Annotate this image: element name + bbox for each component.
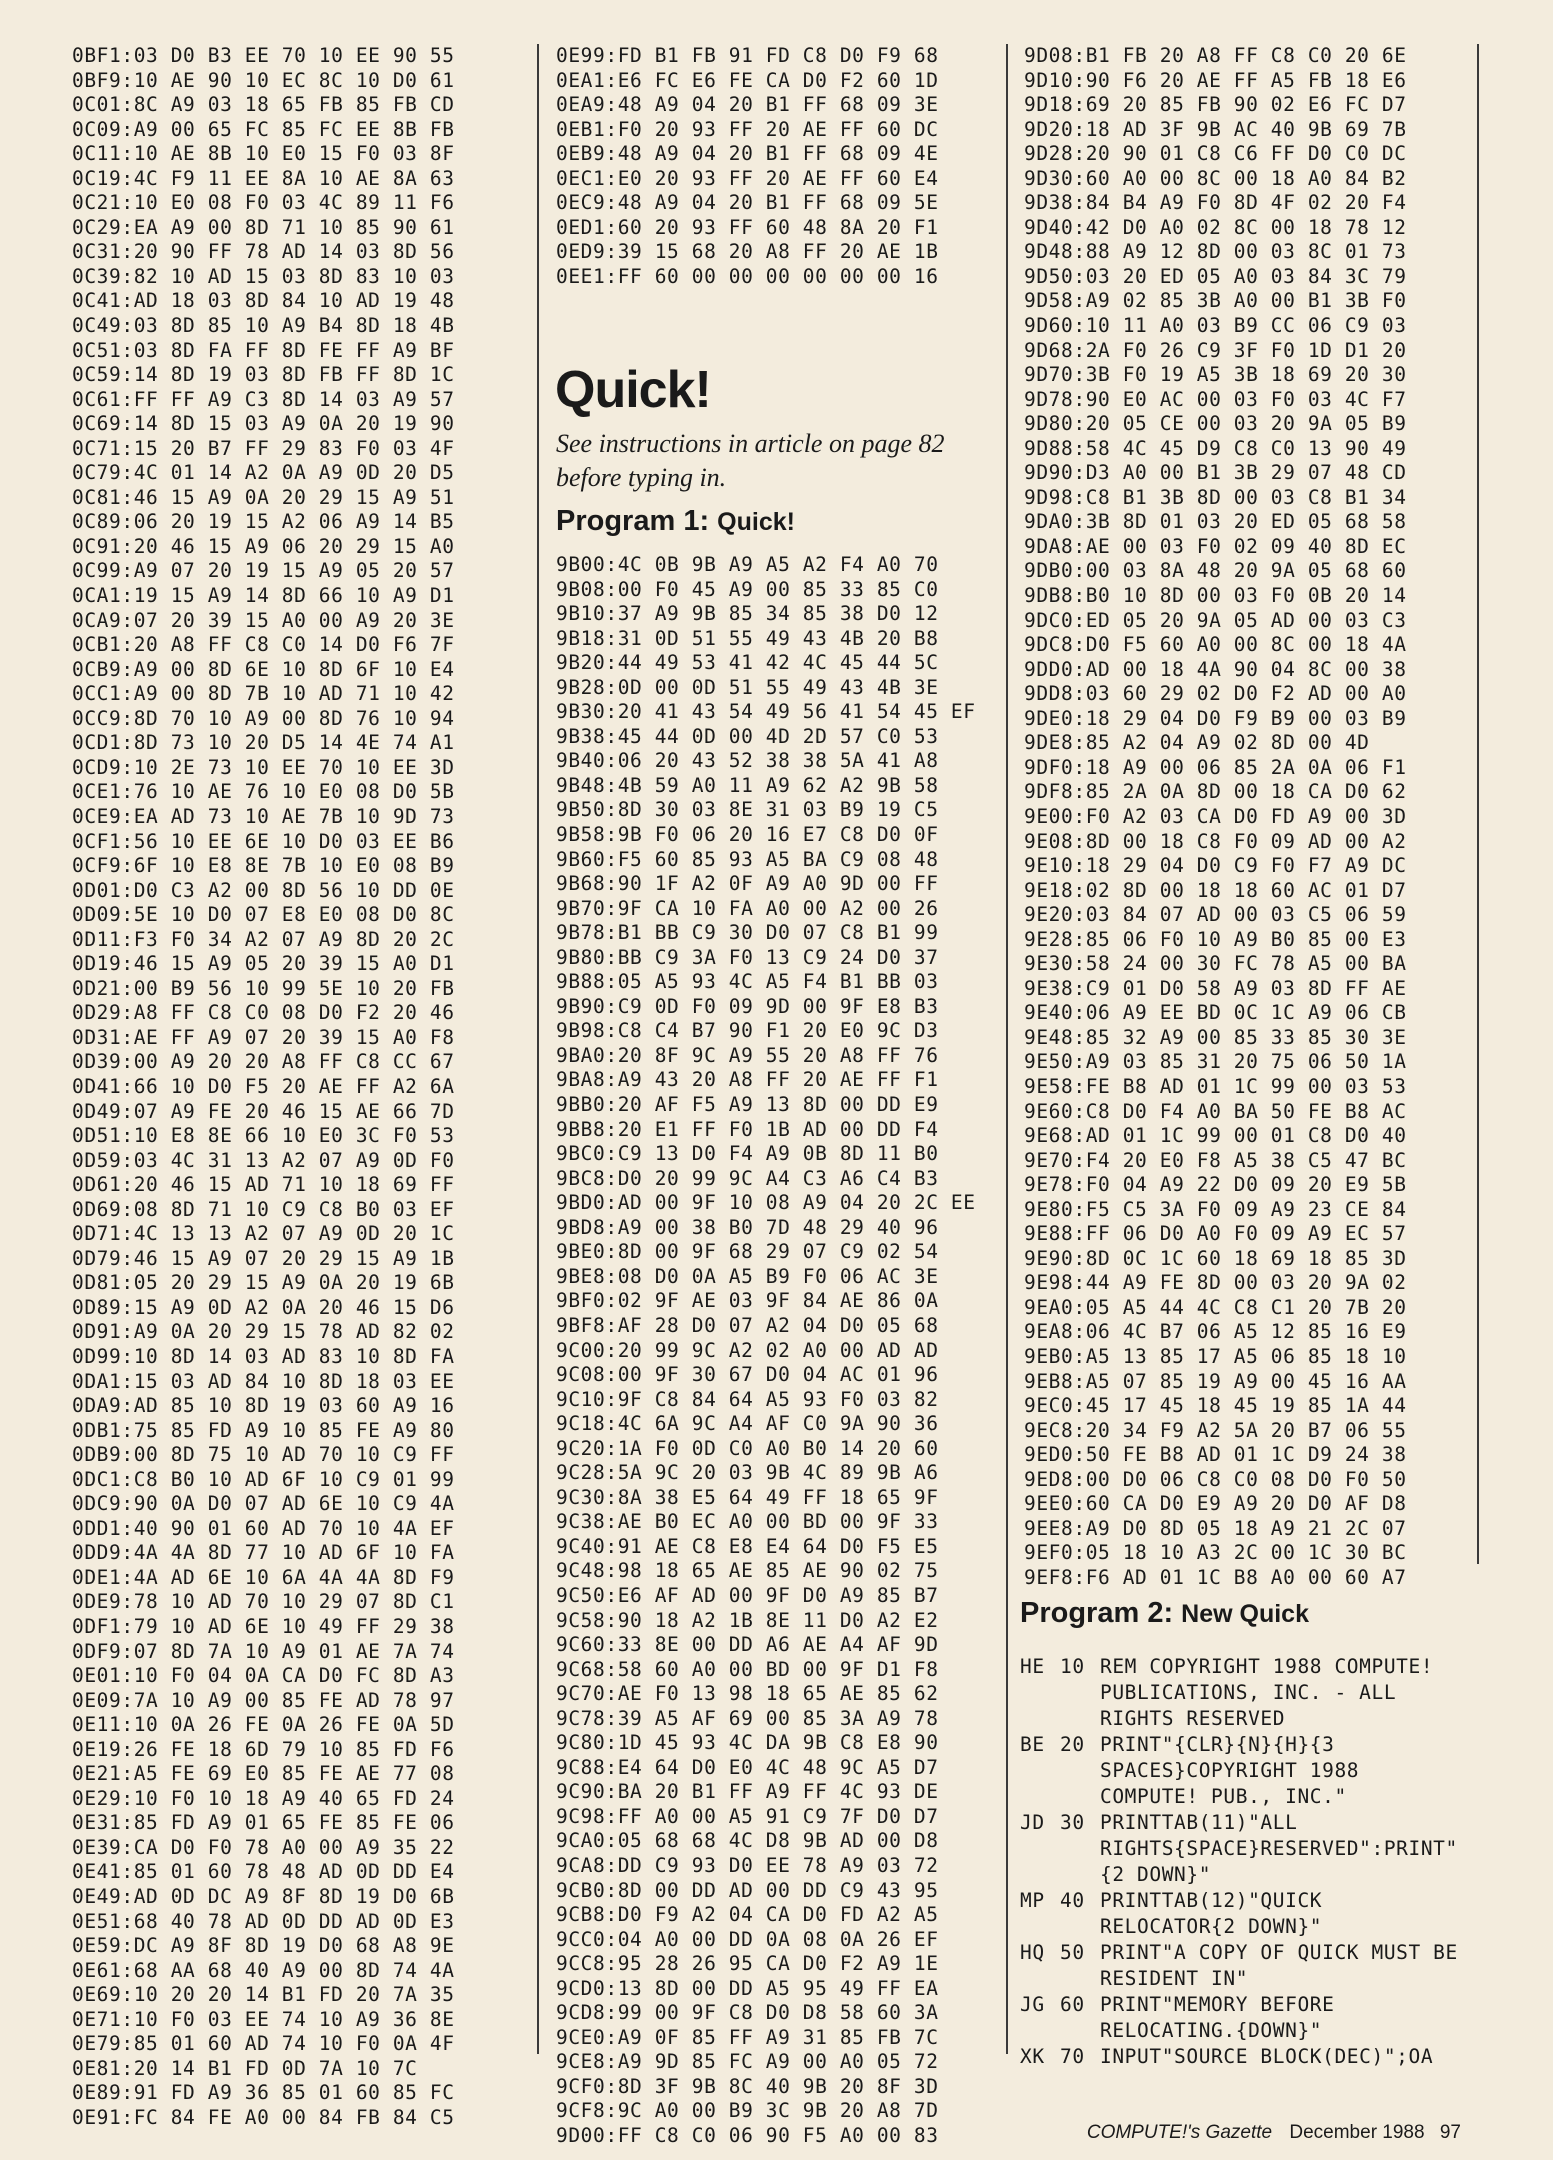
line-number: 10 [1060,1655,1085,1678]
hex-dump-line: 9D20:18 AD 3F 9B AC 40 9B 69 7B [1024,117,1407,141]
hex-dump-line: 0BF1:03 D0 B3 EE 70 10 EE 90 55 [72,44,455,67]
hex-dump-line: 9CB0:8D 00 DD AD 00 DD C9 43 95 [556,1878,939,1902]
hex-dump-line: 9EA8:06 4C B7 06 A5 12 85 16 E9 [1024,1320,1407,1344]
hex-dump-line: 0D01:D0 C3 A2 00 8D 56 10 DD 0E [72,878,455,902]
hex-dump-line: 0E61:68 AA 68 40 A9 00 8D 74 4A [72,1958,455,1982]
hex-dump-line: 9CB8:D0 F9 A2 04 CA D0 FD A2 A5 [556,1903,939,1927]
checksum-code: JG [1020,1993,1045,2016]
hex-dump-line: 9D30:60 A0 00 8C 00 18 A0 84 B2 [1024,166,1407,190]
hex-dump-line: 9B60:F5 60 85 93 A5 BA C9 08 48 [556,847,939,871]
hex-dump-line: 0C09:A9 00 65 FC 85 FC EE 8B FB [72,117,455,141]
hex-dump-line: 9BB0:20 AF F5 A9 13 8D 00 DD E9 [556,1093,939,1117]
hex-dump-line: 9EA0:05 A5 44 4C C8 C1 20 7B 20 [1024,1295,1407,1319]
hex-dump-line: 9BE8:08 D0 0A A5 B9 F0 06 AC 3E [556,1264,939,1288]
hex-dump-line: 0E89:91 FD A9 36 85 01 60 85 FC [72,2081,455,2105]
hex-dump-line: 0DB1:75 85 FD A9 10 85 FE A9 80 [72,1418,455,1442]
hex-dump-line: 9C18:4C 6A 9C A4 AF C0 9A 90 36 [556,1412,939,1436]
hex-dump-line: 9BB8:20 E1 FF F0 1B AD 00 DD F4 [556,1117,939,1141]
hex-dump-line: 9ED0:50 FE B8 AD 01 1C D9 24 38 [1024,1443,1407,1467]
hex-dump-line: 0C59:14 8D 19 03 8D FB FF 8D 1C [72,363,455,387]
hex-dump-line: 9C48:98 18 65 AE 85 AE 90 02 75 [556,1559,939,1583]
hex-dump-line: 9CE8:A9 9D 85 FC A9 00 A0 05 72 [556,2050,939,2074]
program-1-label: Program 1: [556,505,710,537]
hex-dump-line: 0C29:EA A9 00 8D 71 10 85 90 61 [72,215,455,239]
hex-dump-line: 0DD1:40 90 01 60 AD 70 10 4A EF [72,1516,455,1540]
hex-dump-line: 9E00:F0 A2 03 CA D0 FD A9 00 3D [1024,804,1407,828]
hex-dump-line: 9B68:90 1F A2 0F A9 A0 9D 00 FF [556,872,939,896]
article-title: Quick! [555,361,711,419]
article-subtitle: See instructions in article on page 82 before typing in. [556,429,945,492]
hex-dump-line: 9C68:58 60 A0 00 BD 00 9F D1 F8 [556,1657,939,1681]
hex-dump-line: 0C81:46 15 A9 0A 20 29 15 A9 51 [72,485,455,509]
hex-dump-line: 0E49:AD 0D DC A9 8F 8D 19 D0 6B [72,1885,455,1909]
line-number: 40 [1060,1889,1085,1912]
hex-dump-line: 9B30:20 41 43 54 49 56 41 54 45 EF [556,700,976,724]
hex-dump-line: 0C39:82 10 AD 15 03 8D 83 10 03 [72,264,455,288]
hex-dump-line: 0EC9:48 A9 04 20 B1 FF 68 09 5E [556,191,939,215]
hex-dump-line: 0D79:46 15 A9 07 20 29 15 A9 1B [72,1246,455,1270]
hex-dump-line: 9D08:B1 FB 20 A8 FF C8 C0 20 6E [1024,44,1407,67]
basic-statement: PRINT"MEMORY BEFORE RELOCATING.{DOWN}" [1100,1993,1347,2042]
hex-dump-line: 9BC0:C9 13 D0 F4 A9 0B 8D 11 B0 [556,1142,939,1166]
hex-dump-line: 0CC1:A9 00 8D 7B 10 AD 71 10 42 [72,682,455,706]
hex-dump-line: 9DC0:ED 05 20 9A 05 AD 00 03 C3 [1024,608,1407,632]
hex-dump-line: 9C10:9F C8 84 64 A5 93 F0 03 82 [556,1387,939,1411]
hex-dump-line: 0E69:10 20 20 14 B1 FD 20 7A 35 [72,1983,455,2007]
hex-dump-line: 9BA0:20 8F 9C A9 55 20 A8 FF 76 [556,1043,939,1067]
hex-dump-line: 0CA1:19 15 A9 14 8D 66 10 A9 D1 [72,584,455,608]
hex-dump-line: 0D51:10 E8 8E 66 10 E0 3C F0 53 [72,1124,455,1148]
hex-dump-line: 0E29:10 F0 10 18 A9 40 65 FD 24 [72,1786,455,1810]
hex-dump-line: 0D29:A8 FF C8 C0 08 D0 F2 20 46 [72,1001,455,1025]
hex-dump-line: 0D19:46 15 A9 05 20 39 15 A0 D1 [72,952,455,976]
hex-dump-line: 0C91:20 46 15 A9 06 20 29 15 A0 [72,534,455,558]
basic-line [1020,1810,1470,1888]
line-number: 70 [1060,2045,1085,2068]
hex-dump-line: 9EB0:A5 13 85 17 A5 06 85 18 10 [1024,1344,1407,1368]
hex-dump-line: 0C31:20 90 FF 78 AD 14 03 8D 56 [72,240,455,264]
checksum-code: XK [1020,2045,1045,2068]
hex-dump-line: 0E31:85 FD A9 01 65 FE 85 FE 06 [72,1811,455,1835]
hex-dump-line: 9DC8:D0 F5 60 A0 00 8C 00 18 4A [1024,633,1407,657]
hex-dump-line: 0CF9:6F 10 E8 8E 7B 10 E0 08 B9 [72,854,455,878]
hex-dump-line: 0C79:4C 01 14 A2 0A A9 0D 20 D5 [72,461,455,485]
hex-dump-line: 0CE9:EA AD 73 10 AE 7B 10 9D 73 [72,804,455,828]
hex-dump-line: 9EE0:60 CA D0 E9 A9 20 D0 AF D8 [1024,1492,1407,1516]
hex-dump-line: 9C78:39 A5 AF 69 00 85 3A A9 78 [556,1706,939,1730]
hex-dump-line: 0D21:00 B9 56 10 99 5E 10 20 FB [72,976,455,1000]
hex-dump-line: 9C40:91 AE C8 E8 E4 64 D0 F5 E5 [556,1534,939,1558]
checksum-code: BE [1020,1733,1045,1756]
hex-dump-line: 0DA9:AD 85 10 8D 19 03 60 A9 16 [72,1394,455,1418]
hex-dump-line: 9B38:45 44 0D 00 4D 2D 57 C0 53 [556,724,939,748]
hex-dump-line: 9E38:C9 01 D0 58 A9 03 8D FF AE [1024,976,1407,1000]
column-divider-3 [1477,44,1479,1564]
program-2-label: Program 2: [1020,1597,1174,1629]
hex-dump-line: 0C99:A9 07 20 19 15 A9 05 20 57 [72,559,455,583]
hex-dump-line: 9CD0:13 8D 00 DD A5 95 49 FF EA [556,1976,939,2000]
hex-dump-line: 0D59:03 4C 31 13 A2 07 A9 0D F0 [72,1148,455,1172]
hex-dump-line: 0E79:85 01 60 AD 74 10 F0 0A 4F [72,2032,455,2056]
hex-dump-line: 9DF8:85 2A 0A 8D 00 18 CA D0 62 [1024,780,1407,804]
hex-dump-line: 9B10:37 A9 9B 85 34 85 38 D0 12 [556,602,939,626]
hex-dump-line: 9B08:00 F0 45 A9 00 85 33 85 C0 [556,577,939,601]
program-1-heading [556,505,795,538]
hex-dump-line: 9B28:0D 00 0D 51 55 49 43 4B 3E [556,675,939,699]
hex-dump-line: 9D80:20 05 CE 00 03 20 9A 05 B9 [1024,412,1407,436]
column-divider-2 [1006,44,1008,2054]
hex-dump-line: 9BD0:AD 00 9F 10 08 A9 04 20 2C EE [556,1191,976,1215]
basic-statement: PRINT"{CLR}{N}{H}{3 SPACES}COPYRIGHT 1988 COMPUTE! PUB., INC." [1100,1733,1372,1808]
hex-dump-line: 9C90:BA 20 B1 FF A9 FF 4C 93 DE [556,1780,939,1804]
column-divider-1 [537,44,539,2054]
hex-dump-line: 0D61:20 46 15 AD 71 10 18 69 FF [72,1173,455,1197]
hex-dump-line: 0C11:10 AE 8B 10 E0 15 F0 03 8F [72,142,455,166]
hex-dump-line: 9B58:9B F0 06 20 16 E7 C8 D0 0F [556,823,939,847]
hex-dump-line: 0D09:5E 10 D0 07 E8 E0 08 D0 8C [72,903,455,927]
hex-dump-line: 9DA0:3B 8D 01 03 20 ED 05 68 58 [1024,510,1407,534]
hex-dump-line: 9C80:1D 45 93 4C DA 9B C8 E8 90 [556,1731,939,1755]
hex-dump-line: 9C98:FF A0 00 A5 91 C9 7F D0 D7 [556,1804,939,1828]
hex-dump-line: 0DE1:4A AD 6E 10 6A 4A 4A 8D F9 [72,1565,455,1589]
hex-dump-line: 0C01:8C A9 03 18 65 FB 85 FB CD [72,93,455,117]
hex-dump-line: 9C28:5A 9C 20 03 9B 4C 89 9B A6 [556,1461,939,1485]
hex-dump-line: 0CE1:76 10 AE 76 10 E0 08 D0 5B [72,780,455,804]
hex-dump-line: 9E80:F5 C5 3A F0 09 A9 23 CE 84 [1024,1197,1407,1221]
hex-dump-line: 9D48:88 A9 12 8D 00 03 8C 01 73 [1024,240,1407,264]
hex-dump-line: 9D00:FF C8 C0 06 90 F5 A0 00 83 [556,2124,939,2147]
checksum-code: HQ [1020,1941,1045,1964]
hex-dump-line: 9D68:2A F0 26 C9 3F F0 1D D1 20 [1024,338,1407,362]
hex-dump-line: 9EB8:A5 07 85 19 A9 00 45 16 AA [1024,1369,1407,1393]
hex-dump-line: 9C58:90 18 A2 1B 8E 11 D0 A2 E2 [556,1608,939,1632]
hex-dump-line: 9C00:20 99 9C A2 02 A0 00 AD AD [556,1338,939,1362]
hex-dump-line: 0C89:06 20 19 15 A2 06 A9 14 B5 [72,510,455,534]
hex-dump-line: 9C70:AE F0 13 98 18 65 AE 85 62 [556,1682,939,1706]
hex-dump-line: 9C60:33 8E 00 DD A6 AE A4 AF 9D [556,1633,939,1657]
hex-dump-line: 0C61:FF FF A9 C3 8D 14 03 A9 57 [72,387,455,411]
hex-dump-line: 9EC0:45 17 45 18 45 19 85 1A 44 [1024,1394,1407,1418]
hex-dump-line: 9B50:8D 30 03 8E 31 03 B9 19 C5 [556,798,939,822]
hex-dump-line: 9D88:58 4C 45 D9 C8 C0 13 90 49 [1024,436,1407,460]
hex-dump-line: 9B70:9F CA 10 FA A0 00 A2 00 26 [556,896,939,920]
hex-dump-line: 0D31:AE FF A9 07 20 39 15 A0 F8 [72,1025,455,1049]
hex-dump-line: 9B88:05 A5 93 4C A5 F4 B1 BB 03 [556,970,939,994]
hex-dump-line: 9DE8:85 A2 04 A9 02 8D 00 4D [1024,731,1370,755]
hex-dump-line: 9B98:C8 C4 B7 90 F1 20 E0 9C D3 [556,1019,939,1043]
hex-dump-line: 9EF0:05 18 10 A3 2C 00 1C 30 BC [1024,1541,1407,1565]
hex-dump-line: 9E28:85 06 F0 10 A9 B0 85 00 E3 [1024,927,1407,951]
line-number: 30 [1060,1811,1085,1834]
program-2-heading [1020,1597,1309,1630]
hex-dump-line: 0E81:20 14 B1 FD 0D 7A 10 7C [72,2056,418,2080]
hex-dump-line: 9EF8:F6 AD 01 1C B8 A0 00 60 A7 [1024,1565,1407,1589]
hex-dump-line: 0E41:85 01 60 78 48 AD 0D DD E4 [72,1860,455,1884]
hex-dump-line: 9D38:84 B4 A9 F0 8D 4F 02 20 F4 [1024,191,1407,215]
hex-dump-line: 9D60:10 11 A0 03 B9 CC 06 C9 03 [1024,314,1407,338]
hex-dump-line: 9D10:90 F6 20 AE FF A5 FB 18 E6 [1024,68,1407,92]
hex-dump-line: 9DB0:00 03 8A 48 20 9A 05 68 60 [1024,559,1407,583]
hex-dump-line: 0ED9:39 15 68 20 A8 FF 20 AE 1B [556,240,939,264]
hex-dump-line: 9D70:3B F0 19 A5 3B 18 69 20 30 [1024,363,1407,387]
hex-dump-line: 9E40:06 A9 EE BD 0C 1C A9 06 CB [1024,1001,1407,1025]
hex-dump-line: 9C08:00 9F 30 67 D0 04 AC 01 96 [556,1363,939,1387]
hex-dump-line: 9CD8:99 00 9F C8 D0 D8 58 60 3A [556,2001,939,2025]
basic-line [1020,1992,1470,2044]
hex-dump-line: 0D41:66 10 D0 F5 20 AE FF A2 6A [72,1074,455,1098]
hex-dump-line: 9B18:31 0D 51 55 49 43 4B 20 B8 [556,626,939,650]
hex-dump-line: 9DF0:18 A9 00 06 85 2A 0A 06 F1 [1024,755,1407,779]
basic-statement: REM COPYRIGHT 1988 COMPUTE! PUBLICATIONS, INC. - ALL RIGHTS RESERVED [1100,1655,1446,1730]
hex-dump-line: 0DA1:15 03 AD 84 10 8D 18 03 EE [72,1369,455,1393]
hex-dump-line: 9CF0:8D 3F 9B 8C 40 9B 20 8F 3D [556,2074,939,2098]
hex-dump-line: 9B00:4C 0B 9B A9 A5 A2 F4 A0 70 [556,553,939,576]
hex-dump-line: 0E71:10 F0 03 EE 74 10 A9 36 8E [72,2007,455,2031]
hex-dump-line: 9CC8:95 28 26 95 CA D0 F2 A9 1E [556,1952,939,1976]
hex-dump-line: 9B90:C9 0D F0 09 9D 00 9F E8 B3 [556,994,939,1018]
hex-dump-line: 0CD1:8D 73 10 20 D5 14 4E 74 A1 [72,731,455,755]
hex-dump-line: 9D28:20 90 01 C8 C6 FF D0 C0 DC [1024,142,1407,166]
hex-dump-line: 0DD9:4A 4A 8D 77 10 AD 6F 10 FA [72,1541,455,1565]
basic-line [1020,1732,1470,1810]
hex-dump-line: 9C30:8A 38 E5 64 49 FF 18 65 9F [556,1485,939,1509]
hex-dump-line: 0EE1:FF 60 00 00 00 00 00 00 16 [556,264,939,288]
hex-dump-line: 9C50:E6 AF AD 00 9F D0 A9 85 B7 [556,1583,939,1607]
basic-statement: PRINT"A COPY OF QUICK MUST BE RESIDENT IN" [1100,1941,1471,1990]
hex-dump-line: 0D91:A9 0A 20 29 15 78 AD 82 02 [72,1320,455,1344]
hex-dump-line: 9E08:8D 00 18 C8 F0 09 AD 00 A2 [1024,829,1407,853]
hex-dump-line: 9B78:B1 BB C9 30 D0 07 C8 B1 99 [556,921,939,945]
hex-dump-line: 0D81:05 20 29 15 A9 0A 20 19 6B [72,1271,455,1295]
hex-dump-line: 0CC9:8D 70 10 A9 00 8D 76 10 94 [72,706,455,730]
hex-dump-line: 0EA9:48 A9 04 20 B1 FF 68 09 3E [556,93,939,117]
hex-dump-line: 9CF8:9C A0 00 B9 3C 9B 20 A8 7D [556,2099,939,2123]
basic-listing [1020,1654,1470,2070]
hex-dump-line: 0D49:07 A9 FE 20 46 15 AE 66 7D [72,1099,455,1123]
hex-dump-line: 9D90:D3 A0 00 B1 3B 29 07 48 CD [1024,461,1407,485]
hex-dump-line: 0E59:DC A9 8F 8D 19 D0 68 A8 9E [72,1934,455,1958]
hex-dump-line: 0D99:10 8D 14 03 AD 83 10 8D FA [72,1344,455,1368]
page-number: 97 [1439,2122,1461,2143]
hex-dump-line: 0D71:4C 13 13 A2 07 A9 0D 20 1C [72,1222,455,1246]
hex-dump-line: 9BF8:AF 28 D0 07 A2 04 D0 05 68 [556,1313,939,1337]
hex-dump-line: 9BC8:D0 20 99 9C A4 C3 A6 C4 B3 [556,1166,939,1190]
hex-dump-line: 9BF0:02 9F AE 03 9F 84 AE 86 0A [556,1289,939,1313]
basic-statement: PRINTTAB(12)"QUICK RELOCATOR{2 DOWN}" [1100,1889,1335,1938]
hex-dump-line: 0EB9:48 A9 04 20 B1 FF 68 09 4E [556,142,939,166]
hex-dump-line: 0D11:F3 F0 34 A2 07 A9 8D 20 2C [72,927,455,951]
hex-dump-line: 9C38:AE B0 EC A0 00 BD 00 9F 33 [556,1510,939,1534]
hex-dump-line: 0D69:08 8D 71 10 C9 C8 B0 03 EF [72,1197,455,1221]
hex-dump-line: 0E09:7A 10 A9 00 85 FE AD 78 97 [72,1688,455,1712]
hex-dump-line: 9BE0:8D 00 9F 68 29 07 C9 02 54 [556,1240,939,1264]
hex-dump-line: 0CB1:20 A8 FF C8 C0 14 D0 F6 7F [72,633,455,657]
hex-dump-line: 9CC0:04 A0 00 DD 0A 08 0A 26 EF [556,1927,939,1951]
hex-dump-line: 9E10:18 29 04 D0 C9 F0 F7 A9 DC [1024,854,1407,878]
line-number: 60 [1060,1993,1085,2016]
hex-dump-line: 0CA9:07 20 39 15 A0 00 A9 20 3E [72,608,455,632]
hex-dump-line: 9DD8:03 60 29 02 D0 F2 AD 00 A0 [1024,682,1407,706]
checksum-code: HE [1020,1655,1045,1678]
hex-dump-line: 9D98:C8 B1 3B 8D 00 03 C8 B1 34 [1024,485,1407,509]
hex-dump-line: 0E19:26 FE 18 6D 79 10 85 FD F6 [72,1737,455,1761]
hex-dump-column-1 [72,44,517,2130]
hex-dump-column-2-top [556,44,992,289]
hex-dump-line: 9CA0:05 68 68 4C D8 9B AD 00 D8 [556,1829,939,1853]
hex-dump-line: 9E90:8D 0C 1C 60 18 69 18 85 3D [1024,1246,1407,1270]
program-1-name: Quick! [717,508,795,536]
hex-dump-line: 9DE0:18 29 04 D0 F9 B9 00 03 B9 [1024,706,1407,730]
hex-dump-line: 9E88:FF 06 D0 A0 F0 09 A9 EC 57 [1024,1222,1407,1246]
hex-dump-line: 9EE8:A9 D0 8D 05 18 A9 21 2C 07 [1024,1516,1407,1540]
hex-dump-line: 0C71:15 20 B7 FF 29 83 F0 03 4F [72,436,455,460]
hex-dump-line: 0D89:15 A9 0D A2 0A 20 46 15 D6 [72,1295,455,1319]
hex-dump-line: 9D58:A9 02 85 3B A0 00 B1 3B F0 [1024,289,1407,313]
hex-dump-line: 0C51:03 8D FA FF 8D FE FF A9 BF [72,338,455,362]
basic-statement: INPUT"SOURCE BLOCK(DEC)";OA [1100,2045,1434,2068]
hex-dump-line: 0E51:68 40 78 AD 0D DD AD 0D E3 [72,1909,455,1933]
hex-dump-line: 9DA8:AE 00 03 F0 02 09 40 8D EC [1024,534,1407,558]
hex-dump-line: 0ED1:60 20 93 FF 60 48 8A 20 F1 [556,215,939,239]
hex-dump-line: 0E99:FD B1 FB 91 FD C8 D0 F9 68 [556,44,939,67]
checksum-code: MP [1020,1889,1045,1912]
line-number: 20 [1060,1733,1085,1756]
hex-dump-column-3 [1024,44,1470,1590]
hex-dump-program-1 [556,553,992,2149]
hex-dump-line: 0DC1:C8 B0 10 AD 6F 10 C9 01 99 [72,1467,455,1491]
hex-dump-line: 9C88:E4 64 D0 E0 4C 48 9C A5 D7 [556,1755,939,1779]
hex-dump-line: 9CE0:A9 0F 85 FF A9 31 85 FB 7C [556,2025,939,2049]
hex-dump-line: 9E18:02 8D 00 18 18 60 AC 01 D7 [1024,878,1407,902]
hex-dump-line: 9E78:F0 04 A9 22 D0 09 20 E9 5B [1024,1173,1407,1197]
hex-dump-line: 9D50:03 20 ED 05 A0 03 84 3C 79 [1024,264,1407,288]
hex-dump-line: 9D40:42 D0 A0 02 8C 00 18 78 12 [1024,215,1407,239]
hex-dump-line: 9DD0:AD 00 18 4A 90 04 8C 00 38 [1024,657,1407,681]
issue-date: December 1988 [1289,2122,1425,2143]
hex-dump-line: 9D18:69 20 85 FB 90 02 E6 FC D7 [1024,93,1407,117]
hex-dump-line: 0BF9:10 AE 90 10 EC 8C 10 D0 61 [72,68,455,92]
hex-dump-line: 0DF9:07 8D 7A 10 A9 01 AE 7A 74 [72,1639,455,1663]
hex-dump-line: 9B40:06 20 43 52 38 38 5A 41 A8 [556,749,939,773]
hex-dump-line: 9E20:03 84 07 AD 00 03 C5 06 59 [1024,903,1407,927]
basic-line [1020,1888,1470,1940]
line-number: 50 [1060,1941,1085,1964]
hex-dump-line: 9BA8:A9 43 20 A8 FF 20 AE FF F1 [556,1068,939,1092]
hex-dump-line: 0D39:00 A9 20 20 A8 FF C8 CC 67 [72,1050,455,1074]
hex-dump-line: 9E70:F4 20 E0 F8 A5 38 C5 47 BC [1024,1148,1407,1172]
hex-dump-line: 9E68:AD 01 1C 99 00 01 C8 D0 40 [1024,1124,1407,1148]
hex-dump-line: 0E39:CA D0 F0 78 A0 00 A9 35 22 [72,1835,455,1859]
hex-dump-line: 0EB1:F0 20 93 FF 20 AE FF 60 DC [556,117,939,141]
program-2-name: New Quick [1181,1600,1309,1628]
hex-dump-line: 9BD8:A9 00 38 B0 7D 48 29 40 96 [556,1215,939,1239]
hex-dump-line: 9B80:BB C9 3A F0 13 C9 24 D0 37 [556,945,939,969]
hex-dump-line: 9B48:4B 59 A0 11 A9 62 A2 9B 58 [556,773,939,797]
checksum-code: JD [1020,1811,1045,1834]
hex-dump-line: 9C20:1A F0 0D C0 A0 B0 14 20 60 [556,1436,939,1460]
hex-dump-line: 0E91:FC 84 FE A0 00 84 FB 84 C5 [72,2105,455,2129]
hex-dump-line: 0DB9:00 8D 75 10 AD 70 10 C9 FF [72,1443,455,1467]
hex-dump-line: 0C41:AD 18 03 8D 84 10 AD 19 48 [72,289,455,313]
hex-dump-line: 0EC1:E0 20 93 FF 20 AE FF 60 E4 [556,166,939,190]
hex-dump-line: 9CA8:DD C9 93 D0 EE 78 A9 03 72 [556,1853,939,1877]
hex-dump-line: 0CB9:A9 00 8D 6E 10 8D 6F 10 E4 [72,657,455,681]
hex-dump-line: 9E98:44 A9 FE 8D 00 03 20 9A 02 [1024,1271,1407,1295]
hex-dump-line: 0EA1:E6 FC E6 FE CA D0 F2 60 1D [556,68,939,92]
hex-dump-line: 0C69:14 8D 15 03 A9 0A 20 19 90 [72,412,455,436]
basic-line [1020,1940,1470,1992]
basic-line [1020,2044,1470,2070]
hex-dump-line: 9E30:58 24 00 30 FC 78 A5 00 BA [1024,952,1407,976]
hex-dump-line: 0C19:4C F9 11 EE 8A 10 AE 8A 63 [72,166,455,190]
hex-dump-line: 0DE9:78 10 AD 70 10 29 07 8D C1 [72,1590,455,1614]
hex-dump-line: 9ED8:00 D0 06 C8 C0 08 D0 F0 50 [1024,1467,1407,1491]
hex-dump-line: 0CD9:10 2E 73 10 EE 70 10 EE 3D [72,755,455,779]
hex-dump-line: 9E58:FE B8 AD 01 1C 99 00 03 53 [1024,1074,1407,1098]
hex-dump-line: 0E11:10 0A 26 FE 0A 26 FE 0A 5D [72,1713,455,1737]
hex-dump-line: 0DC9:90 0A D0 07 AD 6E 10 C9 4A [72,1492,455,1516]
hex-dump-line: 9E48:85 32 A9 00 85 33 85 30 3E [1024,1025,1407,1049]
hex-dump-line: 0C49:03 8D 85 10 A9 B4 8D 18 4B [72,314,455,338]
magazine-name: COMPUTE!'s Gazette [1086,2122,1273,2143]
page-footer [1087,2122,1461,2144]
hex-dump-line: 9E50:A9 03 85 31 20 75 06 50 1A [1024,1050,1407,1074]
basic-statement: PRINTTAB(11)"ALL RIGHTS{SPACE}RESERVED":PRINT"{2 DOWN}" [1100,1811,1458,1886]
hex-dump-line: 0C21:10 E0 08 F0 03 4C 89 11 F6 [72,191,455,215]
basic-line [1020,1654,1470,1732]
hex-dump-line: 9DB8:B0 10 8D 00 03 F0 0B 20 14 [1024,584,1407,608]
hex-dump-line: 9D78:90 E0 AC 00 03 F0 03 4C F7 [1024,387,1407,411]
hex-dump-line: 9EC8:20 34 F9 A2 5A 20 B7 06 55 [1024,1418,1407,1442]
hex-dump-line: 0E01:10 F0 04 0A CA D0 FC 8D A3 [72,1664,455,1688]
hex-dump-line: 9E60:C8 D0 F4 A0 BA 50 FE B8 AC [1024,1099,1407,1123]
hex-dump-line: 9B20:44 49 53 41 42 4C 45 44 5C [556,651,939,675]
hex-dump-line: 0CF1:56 10 EE 6E 10 D0 03 EE B6 [72,829,455,853]
hex-dump-line: 0DF1:79 10 AD 6E 10 49 FF 29 38 [72,1615,455,1638]
hex-dump-line: 0E21:A5 FE 69 E0 85 FE AE 77 08 [72,1762,455,1786]
